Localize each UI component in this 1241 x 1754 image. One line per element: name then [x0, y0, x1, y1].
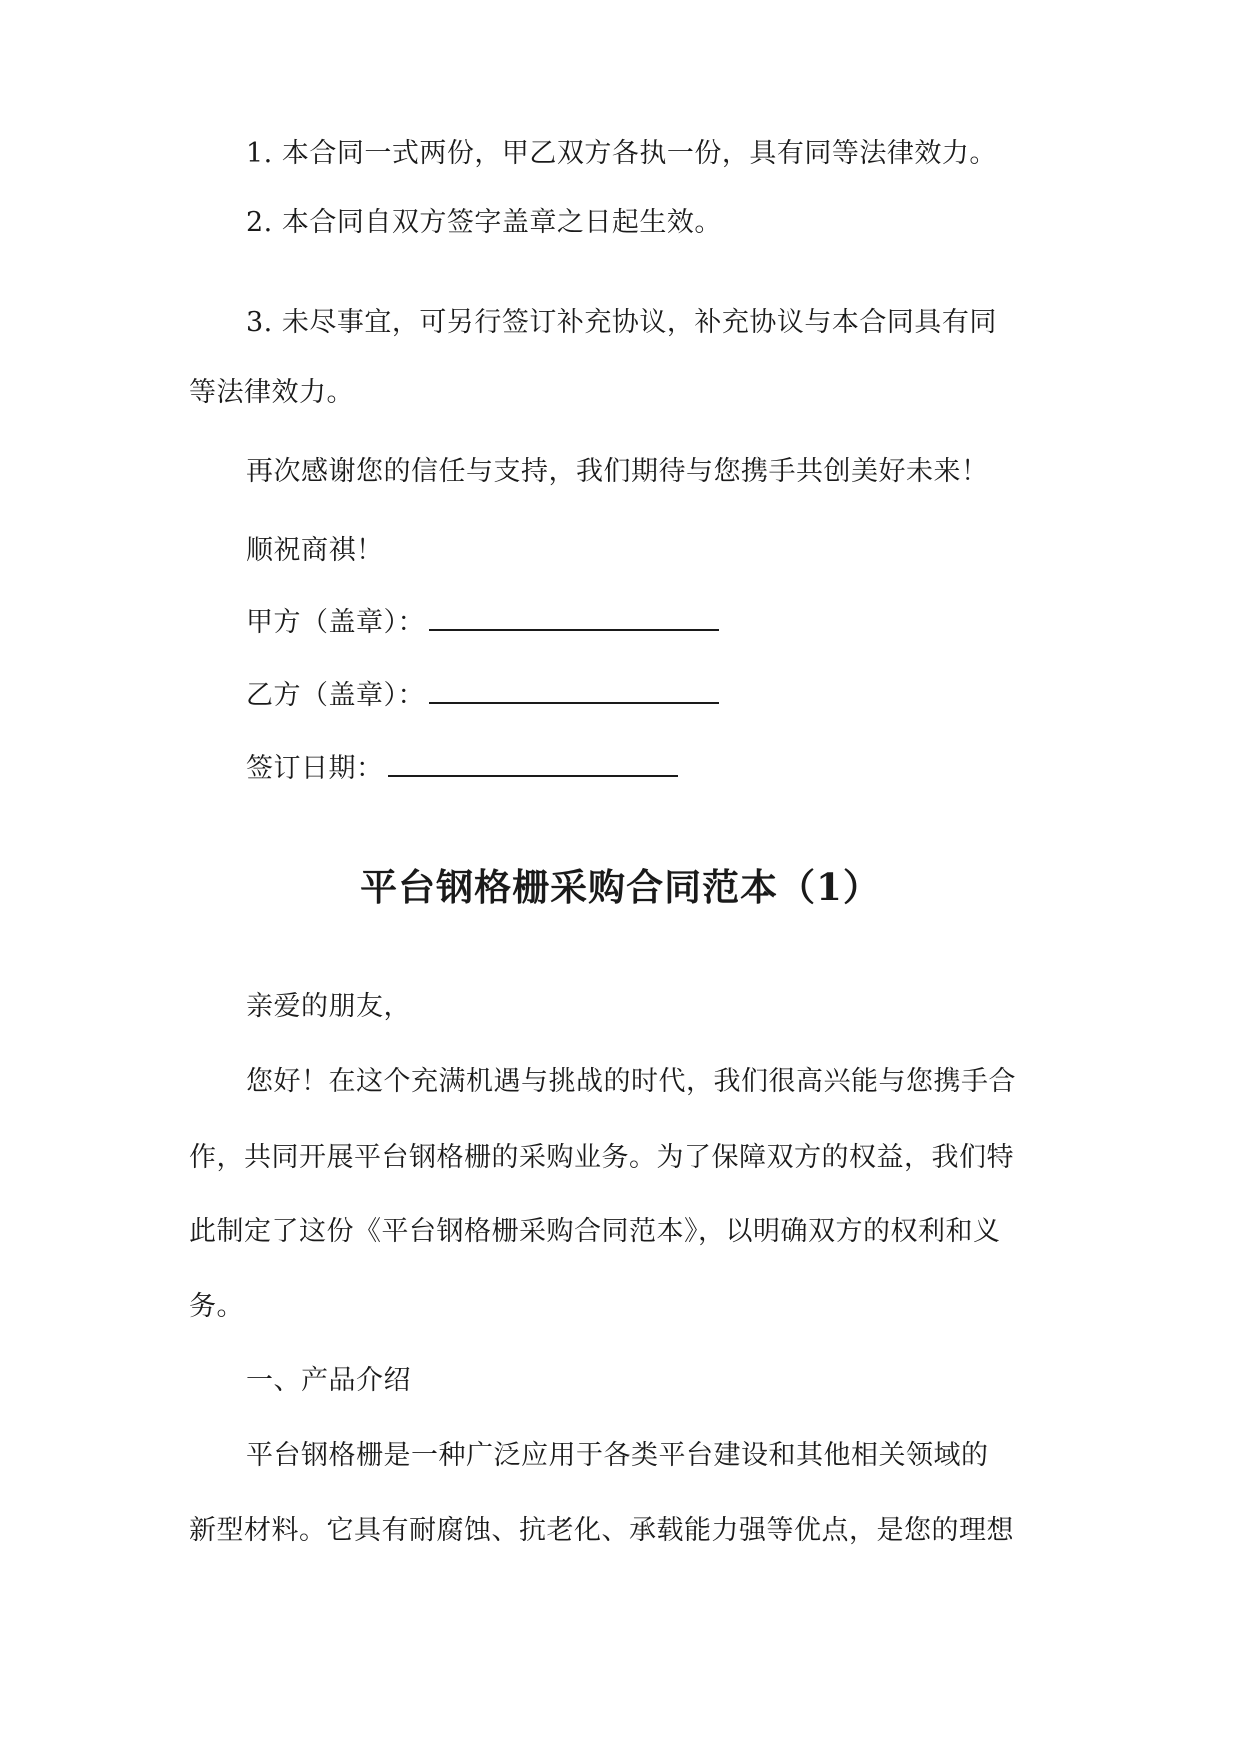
regards-line: 顺祝商祺！ [246, 535, 384, 566]
intro-line-1: 您好！在这个充满机遇与挑战的时代，我们很高兴能与您携手合 [246, 1066, 1016, 1097]
party-b-label: 乙方（盖章）： [246, 680, 425, 711]
party-a-signature [246, 603, 719, 643]
party-b-signature [246, 676, 719, 716]
product-line-1: 平台钢格栅是一种广泛应用于各类平台建设和其他相关领域的 [246, 1440, 989, 1471]
sign-date [246, 749, 678, 789]
thanks-line: 再次感谢您的信任与支持，我们期待与您携手共创美好未来！ [246, 456, 989, 487]
greeting: 亲爱的朋友， [246, 991, 411, 1022]
intro-line-2: 作，共同开展平台钢格栅的采购业务。为了保障双方的权益，我们特 [189, 1142, 1014, 1173]
intro-line-4: 务。 [189, 1291, 244, 1322]
party-a-blank [429, 603, 719, 631]
sign-date-blank [388, 749, 678, 777]
heading-product-intro: 一、产品介绍 [246, 1365, 411, 1396]
clause-1: 1. 本合同一式两份，甲乙双方各执一份，具有同等法律效力。 [246, 138, 997, 169]
clause-2: 2. 本合同自双方签字盖章之日起生效。 [246, 207, 722, 238]
product-line-2: 新型材料。它具有耐腐蚀、抗老化、承载能力强等优点，是您的理想 [189, 1515, 1014, 1546]
intro-line-3: 此制定了这份《平台钢格栅采购合同范本》，以明确双方的权利和义 [189, 1216, 1001, 1247]
section-title: 平台钢格栅采购合同范本（1） [360, 865, 881, 909]
party-a-label: 甲方（盖章）： [246, 607, 425, 638]
clause-3-continuation: 等法律效力。 [189, 377, 354, 408]
clause-3: 3. 未尽事宜，可另行签订补充协议，补充协议与本合同具有同 [246, 307, 997, 338]
party-b-blank [429, 676, 719, 704]
sign-date-label: 签订日期： [246, 753, 384, 784]
